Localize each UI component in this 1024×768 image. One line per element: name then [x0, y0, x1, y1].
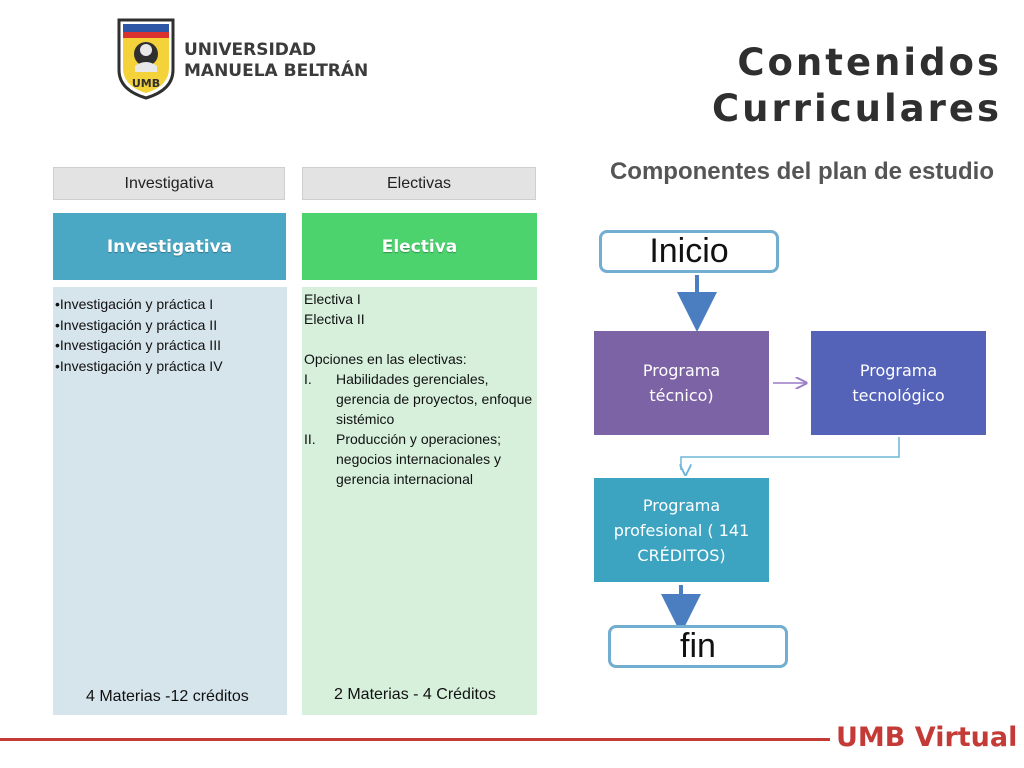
options-heading: Opciones en las electivas:: [304, 351, 467, 367]
title-line1: Contenidos: [737, 41, 1002, 84]
page-title: [712, 40, 1002, 132]
flow-node-profesional: [594, 478, 769, 582]
investigativa-bar: Investigativa: [53, 213, 286, 280]
column-header-electivas: Electivas: [302, 167, 536, 200]
flow-end-node: fin: [608, 625, 788, 668]
title-line2: Curriculares: [712, 87, 1002, 130]
column-header-investigativa: Investigativa: [53, 167, 285, 200]
arrow-tecnologico-profesional: [681, 437, 899, 470]
option-number: II.: [304, 431, 316, 447]
list-item: •Investigación y práctica I: [55, 296, 214, 312]
list-item: •Investigación y práctica III: [55, 337, 221, 353]
electiva-line: Electiva I: [304, 291, 361, 307]
option-item: [304, 429, 536, 489]
electiva-line: Electiva II: [304, 311, 365, 327]
investigativa-list: [55, 294, 283, 376]
university-name: [184, 40, 368, 82]
page-subtitle: Componentes del plan de estudio: [609, 158, 994, 185]
university-name-line1: UNIVERSIDAD: [184, 40, 317, 60]
electiva-content: [304, 289, 536, 489]
logo-seal-text: UMB: [131, 77, 161, 90]
flow-node-tecnico: [594, 331, 769, 435]
footer-divider: [0, 738, 830, 741]
umb-virtual-logo: UMB Virtual: [836, 722, 1018, 753]
investigativa-footer: 4 Materias -12 créditos: [86, 688, 249, 705]
option-text: Habilidades gerenciales, gerencia de proyectos, enfoque sistémico: [336, 371, 533, 427]
option-number: I.: [304, 371, 312, 387]
option-text: Producción y operaciones; negocios internacionales y gerencia internacional: [336, 431, 501, 487]
option-item: [304, 369, 536, 429]
flow-node-profesional-label: Programa profesional ( 141 CRÉDITOS): [613, 495, 750, 565]
flow-start-node: Inicio: [599, 230, 779, 273]
electiva-footer: 2 Materias - 4 Créditos: [334, 686, 496, 703]
university-name-line2: MANUELA BELTRÁN: [184, 61, 369, 81]
flow-node-tecnico-label: Programa técnico): [642, 361, 721, 405]
university-seal-logo: [113, 16, 179, 100]
flow-node-tecnologico-label: Programa tecnológico: [852, 361, 945, 405]
list-item: •Investigación y práctica IV: [55, 357, 223, 374]
list-item: •Investigación y práctica II: [55, 316, 218, 333]
flow-node-tecnologico: [811, 331, 986, 435]
electiva-bar: Electiva: [302, 213, 537, 280]
